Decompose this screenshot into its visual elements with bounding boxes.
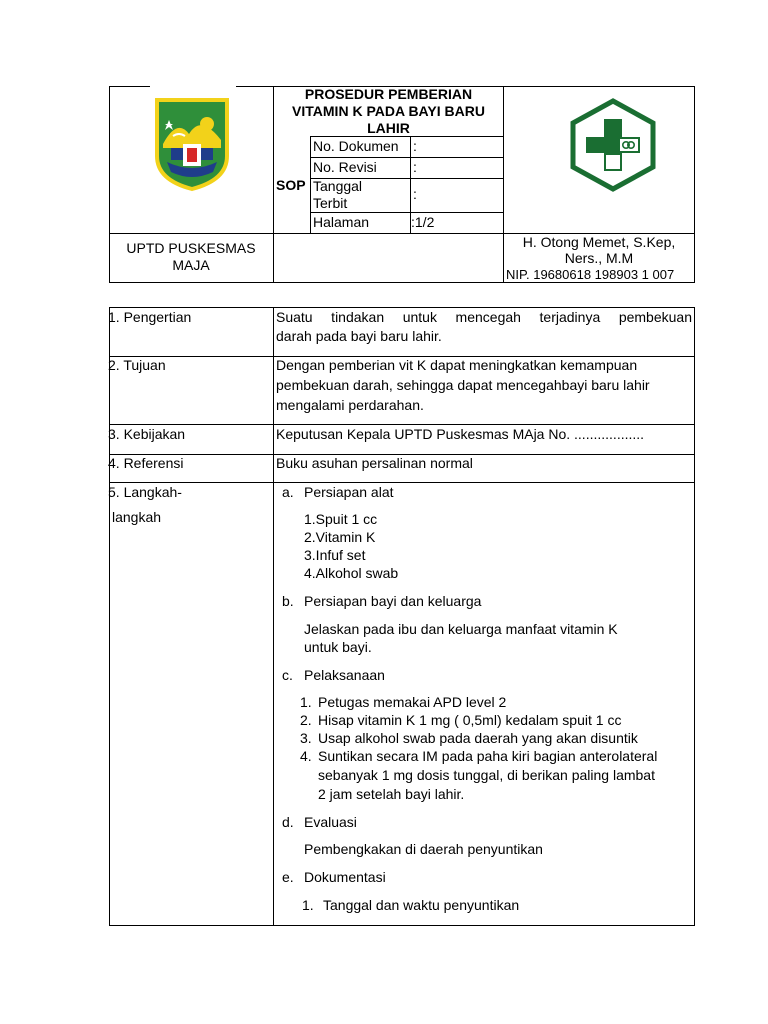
text-pengertian-line1: Suatu tindakan untuk mencegah terjadinya pembekuan xyxy=(276,309,692,325)
meta-value-halaman: :1/2 xyxy=(411,214,435,230)
section-e-title: Dokumentasi xyxy=(304,869,386,885)
section-b-title: Persiapan bayi dan keluarga xyxy=(304,593,482,609)
label-tujuan: 2. Tujuan xyxy=(108,357,166,373)
signer-nip: NIP. 19680618 198903 1 007 xyxy=(506,267,675,282)
text-pengertian-line2: darah pada bayi baru lahir. xyxy=(276,328,442,344)
meta-label-no-revisi: No. Revisi xyxy=(313,159,377,175)
list-item-number: 4. xyxy=(300,748,312,764)
section-d-text: Pembengkakan di daerah penyuntikan xyxy=(304,841,543,857)
list-item: Suntikan secara IM pada paha kiri bagian anterolateral xyxy=(318,748,658,764)
section-c-title: Pelaksanaan xyxy=(304,667,385,683)
text-tujuan-line3: mengalami perdarahan. xyxy=(276,397,424,413)
text-tujuan-line1: Dengan pemberian vit K dapat meningkatkan kemampuan xyxy=(276,357,638,373)
section-e-marker: e. xyxy=(282,869,294,885)
list-item: Hisap vitamin K 1 mg ( 0,5ml) kedalam spuit 1 cc xyxy=(318,712,622,728)
text-kebijakan: Keputusan Kepala UPTD Puskesmas MAja No. .................. xyxy=(276,426,645,442)
organization-name: UPTD PUSKESMAS MAJA xyxy=(126,240,256,273)
list-item-number: 2. xyxy=(300,712,312,728)
list-item-number: 1. xyxy=(302,897,314,913)
signer-name: H. Otong Memet, S.Kep, Ners., M.M xyxy=(522,234,676,266)
label-referensi: 4. Referensi xyxy=(108,455,184,471)
list-item-continuation: 2 jam setelah bayi lahir. xyxy=(318,786,465,802)
list-item-number: 3. xyxy=(300,730,312,746)
sop-label: SOP xyxy=(276,177,306,193)
section-b-text-line1: Jelaskan pada ibu dan keluarga manfaat vitamin K xyxy=(304,621,618,637)
section-b-text-line2: untuk bayi. xyxy=(304,639,372,655)
list-item: 3.Infuf set xyxy=(304,547,366,563)
section-d-marker: d. xyxy=(282,814,294,830)
text-referensi: Buku asuhan persalinan normal xyxy=(276,455,473,471)
list-item: Usap alkohol swab pada daerah yang akan disuntik xyxy=(318,730,638,746)
list-item-number: 1. xyxy=(300,694,312,710)
label-pengertian: 1. Pengertian xyxy=(108,309,192,325)
meta-value-tanggal-terbit: : xyxy=(413,186,417,202)
label-langkah-line1: 5. Langkah- xyxy=(108,484,182,500)
section-b-marker: b. xyxy=(282,593,294,609)
section-a-title: Persiapan alat xyxy=(304,484,394,500)
list-item: 1.Spuit 1 cc xyxy=(304,511,378,527)
meta-value-no-revisi: : xyxy=(413,159,417,175)
puskesmas-logo xyxy=(568,97,658,193)
document-title: PROSEDUR PEMBERIAN VITAMIN K PADA BAYI BARU LAHIR xyxy=(292,86,485,136)
list-item: Petugas memakai APD level 2 xyxy=(318,694,507,710)
list-item-continuation: sebanyak 1 mg dosis tunggal, di berikan paling lambat xyxy=(318,767,655,783)
section-c-marker: c. xyxy=(282,667,293,683)
label-langkah-line2: langkah xyxy=(112,509,162,525)
meta-value-no-dokumen: : xyxy=(413,138,417,154)
label-kebijakan: 3. Kebijakan xyxy=(108,426,186,442)
meta-label-tanggal: Tanggal xyxy=(313,178,363,194)
list-item: Tanggal dan waktu penyuntikan xyxy=(323,897,520,913)
meta-label-terbit: Terbit xyxy=(313,195,348,211)
regional-logo xyxy=(153,96,231,192)
meta-label-no-dokumen: No. Dokumen xyxy=(313,138,399,154)
list-item: 2.Vitamin K xyxy=(304,529,376,545)
list-item: 4.Alkohol swab xyxy=(304,565,399,581)
section-a-marker: a. xyxy=(282,484,294,500)
text-tujuan-line2: pembekuan darah, sehingga dapat mencegahbayi baru lahir xyxy=(276,377,650,393)
meta-label-halaman: Halaman xyxy=(313,214,370,230)
section-d-title: Evaluasi xyxy=(304,814,357,830)
